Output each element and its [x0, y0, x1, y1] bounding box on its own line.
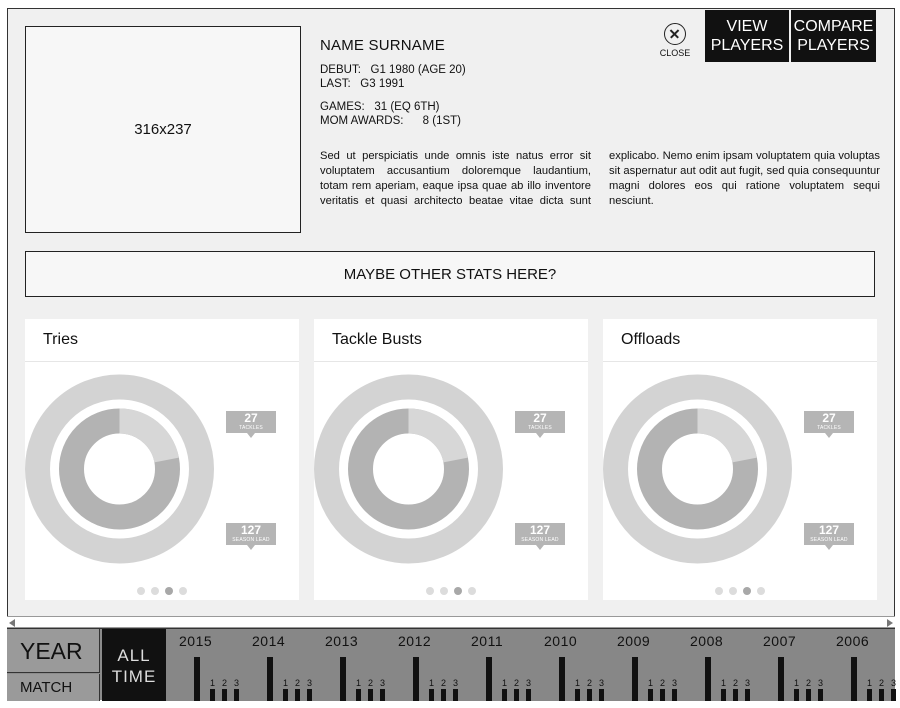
- round-bar[interactable]: [295, 689, 300, 701]
- round-label: 1: [210, 678, 216, 688]
- year-label: 2014: [252, 633, 286, 649]
- round-bar[interactable]: [502, 689, 507, 701]
- season-lead-label: SEASON LEAD: [232, 537, 270, 543]
- round-bar[interactable]: [368, 689, 373, 701]
- round-label: 2: [222, 678, 228, 688]
- year-column[interactable]: [312, 629, 385, 701]
- round-bar[interactable]: [283, 689, 288, 701]
- scroll-left-icon[interactable]: [9, 619, 15, 627]
- round-label: 2: [368, 678, 374, 688]
- close-icon: [664, 23, 686, 45]
- carousel-dot[interactable]: [454, 587, 462, 595]
- season-lead-tag: [226, 523, 276, 545]
- carousel-dot[interactable]: [179, 587, 187, 595]
- tackles-tag: [804, 411, 854, 433]
- season-lead-tag: [804, 523, 854, 545]
- stat-card-offloads: [603, 319, 877, 600]
- year-bar[interactable]: [559, 657, 565, 701]
- mom-awards-row: [320, 115, 880, 129]
- mom-awards-value: 8 (1ST): [422, 114, 461, 127]
- year-label: 2006: [836, 633, 870, 649]
- carousel-dots: [314, 582, 588, 600]
- tackles-value: 27: [533, 411, 547, 425]
- round-label: 1: [283, 678, 289, 688]
- round-label: 3: [745, 678, 751, 688]
- round-label: 1: [502, 678, 508, 688]
- round-label: 3: [453, 678, 459, 688]
- donut-chart: [603, 363, 877, 583]
- round-bar[interactable]: [210, 689, 215, 701]
- round-label: 3: [380, 678, 386, 688]
- carousel-dot[interactable]: [729, 587, 737, 595]
- round-label: 1: [867, 678, 873, 688]
- round-label: 2: [660, 678, 666, 688]
- timeline-bar: [7, 628, 895, 700]
- close-button[interactable]: [656, 23, 694, 58]
- round-label: 3: [599, 678, 605, 688]
- carousel-dot[interactable]: [151, 587, 159, 595]
- year-bar[interactable]: [194, 657, 200, 701]
- year-label: 2012: [398, 633, 432, 649]
- year-column[interactable]: [823, 629, 896, 701]
- tackles-tag: [226, 411, 276, 433]
- debut-row: [320, 64, 880, 78]
- year-column[interactable]: [239, 629, 312, 701]
- round-bar[interactable]: [648, 689, 653, 701]
- round-bar[interactable]: [733, 689, 738, 701]
- mom-awards-label: MOM AWARDS:: [320, 114, 404, 127]
- year-bar[interactable]: [340, 657, 346, 701]
- last-label: LAST:: [320, 77, 351, 90]
- tackles-tag: [515, 411, 565, 433]
- donut-share-segment: [698, 421, 745, 460]
- stat-card-title: Tries: [25, 319, 299, 362]
- round-bar[interactable]: [879, 689, 884, 701]
- last-row: [320, 78, 880, 92]
- games-value: 31 (EQ 6TH): [374, 101, 440, 113]
- round-bar[interactable]: [514, 689, 519, 701]
- year-label: 2007: [763, 633, 797, 649]
- season-lead-label: SEASON LEAD: [521, 537, 559, 543]
- other-stats-bar: [25, 251, 875, 297]
- year-column[interactable]: [677, 629, 750, 701]
- year-bar[interactable]: [851, 657, 857, 701]
- round-label: 3: [307, 678, 313, 688]
- year-column[interactable]: [385, 629, 458, 701]
- round-label: 3: [818, 678, 824, 688]
- year-column[interactable]: [166, 629, 239, 701]
- stat-card-tries: [25, 319, 299, 600]
- year-column[interactable]: [750, 629, 823, 701]
- other-stats-label: MAYBE OTHER STATS HERE?: [343, 265, 557, 283]
- photo-size-label: 316x237: [134, 121, 192, 138]
- tackles-value: 27: [244, 411, 258, 425]
- donut-chart: [314, 363, 588, 583]
- round-bar[interactable]: [794, 689, 799, 701]
- year-bar[interactable]: [267, 657, 273, 701]
- year-label: 2013: [325, 633, 359, 649]
- player-profile-panel: [7, 8, 895, 700]
- player-photo-placeholder: [25, 26, 301, 233]
- year-bar[interactable]: [413, 657, 419, 701]
- horizontal-scrollbar[interactable]: [7, 616, 895, 628]
- year-label: 2011: [471, 633, 504, 649]
- tackles-label: TACKLES: [239, 425, 263, 431]
- round-label: 2: [733, 678, 739, 688]
- donut-chart: [25, 363, 299, 583]
- carousel-dot[interactable]: [165, 587, 173, 595]
- season-lead-label: SEASON LEAD: [810, 537, 848, 543]
- compare-players-button[interactable]: COMPARE PLAYERS: [791, 10, 876, 62]
- round-bar[interactable]: [441, 689, 446, 701]
- carousel-dot[interactable]: [440, 587, 448, 595]
- round-label: 3: [234, 678, 240, 688]
- round-label: 2: [295, 678, 301, 688]
- stat-card-title: Tackle Busts: [314, 319, 588, 362]
- season-lead-value: 127: [818, 523, 840, 537]
- year-label: 2008: [690, 633, 724, 649]
- round-bar[interactable]: [429, 689, 434, 701]
- player-bio: Sed ut perspiciatis unde omnis iste natus error sit voluptatem accusantium doloremque laudantium, totam rem aperiam, eaque ipsa quae ab illo inventore veritatis et quasi architecto beatae vitae dicta sunt explicabo. Nemo enim ipsam voluptatem quia voluptas sit aspernatur aut odit aut fugit, sed quia consequuntur magni dolores eos qui ratione voluptatem sequi nesciunt.: [320, 150, 880, 207]
- round-label: 3: [891, 678, 897, 688]
- year-bar[interactable]: [705, 657, 711, 701]
- round-bar[interactable]: [222, 689, 227, 701]
- round-bar[interactable]: [587, 689, 592, 701]
- year-label: 2010: [544, 633, 578, 649]
- all-time-button[interactable]: ALL TIME: [102, 629, 166, 701]
- round-label: 2: [514, 678, 520, 688]
- round-bar[interactable]: [867, 689, 872, 701]
- carousel-dot[interactable]: [426, 587, 434, 595]
- close-label: CLOSE: [659, 48, 691, 58]
- round-label: 1: [794, 678, 800, 688]
- mode-match-toggle[interactable]: MATCH: [7, 674, 100, 701]
- carousel-dot[interactable]: [757, 587, 765, 595]
- year-bar[interactable]: [778, 657, 784, 701]
- season-lead-tag: [515, 523, 565, 545]
- carousel-dot[interactable]: [715, 587, 723, 595]
- round-bar[interactable]: [806, 689, 811, 701]
- season-lead-value: 127: [240, 523, 262, 537]
- round-label: 2: [587, 678, 593, 688]
- season-lead-value: 127: [529, 523, 551, 537]
- games-label: GAMES:: [320, 101, 365, 113]
- tackles-value: 27: [822, 411, 836, 425]
- stat-card-title: Offloads: [603, 319, 877, 362]
- last-value: G3 1991: [360, 77, 405, 90]
- round-label: 1: [648, 678, 654, 688]
- player-name: NAME SURNAME: [320, 37, 445, 54]
- round-label: 2: [806, 678, 812, 688]
- tackles-label: TACKLES: [817, 425, 841, 431]
- round-label: 2: [441, 678, 447, 688]
- round-label: 3: [672, 678, 678, 688]
- round-bar[interactable]: [721, 689, 726, 701]
- year-bar[interactable]: [486, 657, 492, 701]
- round-label: 3: [526, 678, 532, 688]
- round-label: 2: [879, 678, 885, 688]
- carousel-dots: [603, 582, 877, 600]
- games-row: [320, 101, 880, 115]
- carousel-dot[interactable]: [743, 587, 751, 595]
- year-label: 2015: [179, 633, 213, 649]
- round-label: 1: [721, 678, 727, 688]
- scroll-right-icon[interactable]: [887, 619, 893, 627]
- year-column[interactable]: [531, 629, 604, 701]
- carousel-dot[interactable]: [137, 587, 145, 595]
- debut-label: DEBUT:: [320, 64, 361, 76]
- debut-value: G1 1980 (AGE 20): [370, 64, 466, 76]
- round-label: 1: [575, 678, 581, 688]
- stat-card-tackle-busts: [314, 319, 588, 600]
- year-bar[interactable]: [632, 657, 638, 701]
- carousel-dot[interactable]: [468, 587, 476, 595]
- year-strip: [166, 629, 895, 701]
- round-label: 1: [356, 678, 362, 688]
- tackles-label: TACKLES: [528, 425, 552, 431]
- round-label: 1: [429, 678, 435, 688]
- round-bar[interactable]: [660, 689, 665, 701]
- year-label: 2009: [617, 633, 651, 649]
- round-bar[interactable]: [891, 689, 896, 701]
- donut-share-segment: [409, 421, 456, 460]
- year-column[interactable]: [604, 629, 677, 701]
- donut-share-segment: [120, 421, 167, 460]
- year-column[interactable]: [458, 629, 531, 701]
- round-bar[interactable]: [575, 689, 580, 701]
- mode-year-toggle[interactable]: YEAR: [7, 629, 100, 673]
- round-bar[interactable]: [356, 689, 361, 701]
- carousel-dots: [25, 582, 299, 600]
- view-players-button[interactable]: VIEW PLAYERS: [705, 10, 789, 62]
